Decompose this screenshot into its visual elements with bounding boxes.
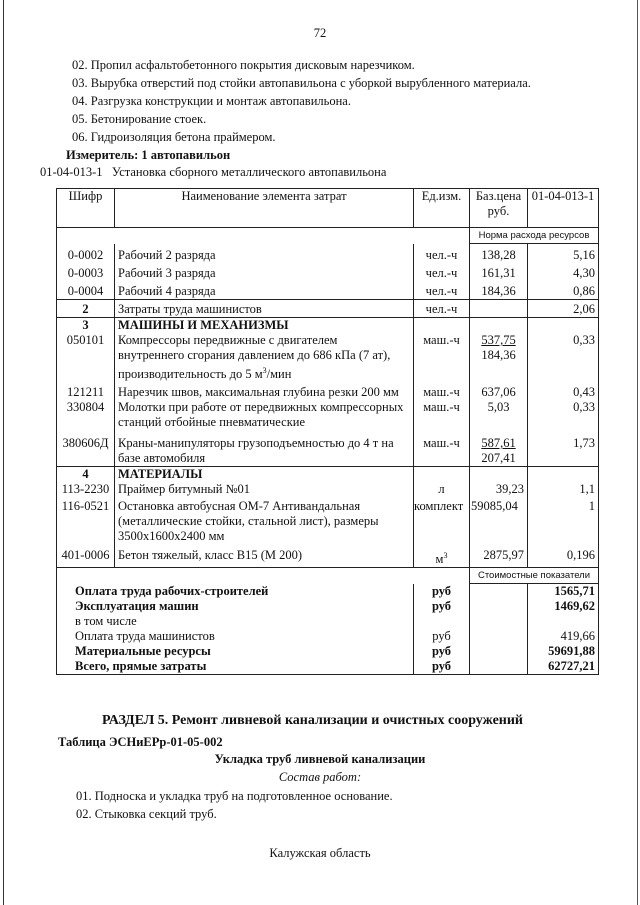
norm-caption-row — [57, 228, 599, 244]
summary-row: Эксплуатация машин руб 1469,62 — [57, 599, 599, 614]
operation-item: 06. Гидроизоляция бетона праймером. — [72, 130, 276, 144]
page-number: 72 — [313, 26, 327, 40]
table-row: 330804 Молотки при работе от передвижных компрессорных станций отбойные пневматические маш.-ч 5,03 0,33 — [57, 400, 599, 430]
header-name: Наименование элемента затрат — [115, 189, 414, 228]
table-row: 2 Затраты труда машинистов чел.-ч 2,06 — [57, 300, 599, 318]
header-code: Шифр — [57, 189, 115, 228]
section-row-materials: 4 МАТЕРИАЛЫ — [57, 467, 599, 483]
operation-item: 04. Разгрузка конструкции и монтаж автопавильона. — [72, 94, 351, 108]
operation-item: 03. Вырубка отверстий под стойки автопавильона с уборкой вырубленного материала. — [72, 76, 531, 90]
table-row: 0-0004 Рабочий 4 разряда чел.-ч 184,36 0,86 — [57, 281, 599, 300]
section-row-machines: 3 МАШИНЫ И МЕХАНИЗМЫ — [57, 318, 599, 334]
table-row: 113-2230 Праймер битумный №01 л 39,23 1,1 — [57, 482, 599, 497]
norm-caption: Норма расхода ресурсов — [470, 228, 599, 244]
measure-unit: Измеритель: 1 автопавильон — [66, 148, 231, 162]
table-row: 050101 Компрессоры передвижные с двигателем внутреннего сгорания давлением до 686 кПа (7 ат), производительность до 5 $м^3$/мин маш.-ч 537,75 184,36 0,33 — [57, 333, 599, 382]
cost-caption: Стоимостные показатели — [470, 568, 599, 584]
table-row: 0-0003 Рабочий 3 разряда чел.-ч 161,31 4,30 — [57, 263, 599, 281]
summary-row: Всего, прямые затраты руб 62727,21 — [57, 659, 599, 675]
table-row: 380606Д Краны-манипуляторы грузоподъемностью до 4 т на базе автомобиля маш.-ч 587,61 207,41 1,73 — [57, 430, 599, 467]
operation-item: 05. Бетонирование стоек. — [72, 112, 207, 126]
operation-item: 02. Стыковка секций труб. — [76, 807, 217, 821]
table-row: 0-0002 Рабочий 2 разряда чел.-ч 138,28 5,16 — [57, 244, 599, 264]
work-title: Укладка труб ливневой канализации — [214, 752, 426, 766]
header-norm: 01-04-013-1 — [528, 189, 599, 228]
section-title: РАЗДЕЛ 5. Ремонт ливневой канализации и очистных сооружений — [102, 713, 523, 728]
table-row: 121211 Нарезчик швов, максимальная глубина резки 200 мм маш.-ч 637,06 0,43 — [57, 382, 599, 400]
resource-table — [56, 188, 599, 675]
norm-code-line: 01-04-013-1 Установка сборного металлического автопавильона — [40, 165, 387, 179]
page-footer: Калужская область — [269, 846, 371, 860]
table-header-row — [57, 189, 599, 228]
summary-row: в том числе — [57, 614, 599, 629]
table-row: 116-0521 Остановка автобусная ОМ-7 Антивандальная (металлические стойки, стальной лист), размеры 3500x1600x2400 мм комплект 59085,04 1 — [57, 497, 599, 544]
header-price: Баз.цена руб. — [470, 189, 528, 228]
header-unit: Ед.изм. — [414, 189, 470, 228]
cost-caption-row — [57, 568, 599, 584]
operation-item: 02. Пропил асфальтобетонного покрытия дисковым нарезчиком. — [72, 58, 415, 72]
operation-item: 01. Подноска и укладка труб на подготовленное основание. — [76, 789, 393, 803]
table-reference: Таблица ЭСНиЕРр-01-05-002 — [58, 735, 223, 749]
summary-row: Оплата труда рабочих-строителей руб 1565,71 — [57, 584, 599, 600]
table-row: 401-0006 Бетон тяжелый, класс B15 (М 200) $м^3$ 2875,97 0,196 — [57, 544, 599, 568]
composition-heading: Состав работ: — [278, 770, 362, 784]
summary-row: Оплата труда машинистов руб 419,66 — [57, 629, 599, 644]
summary-row: Материальные ресурсы руб 59691,88 — [57, 644, 599, 659]
